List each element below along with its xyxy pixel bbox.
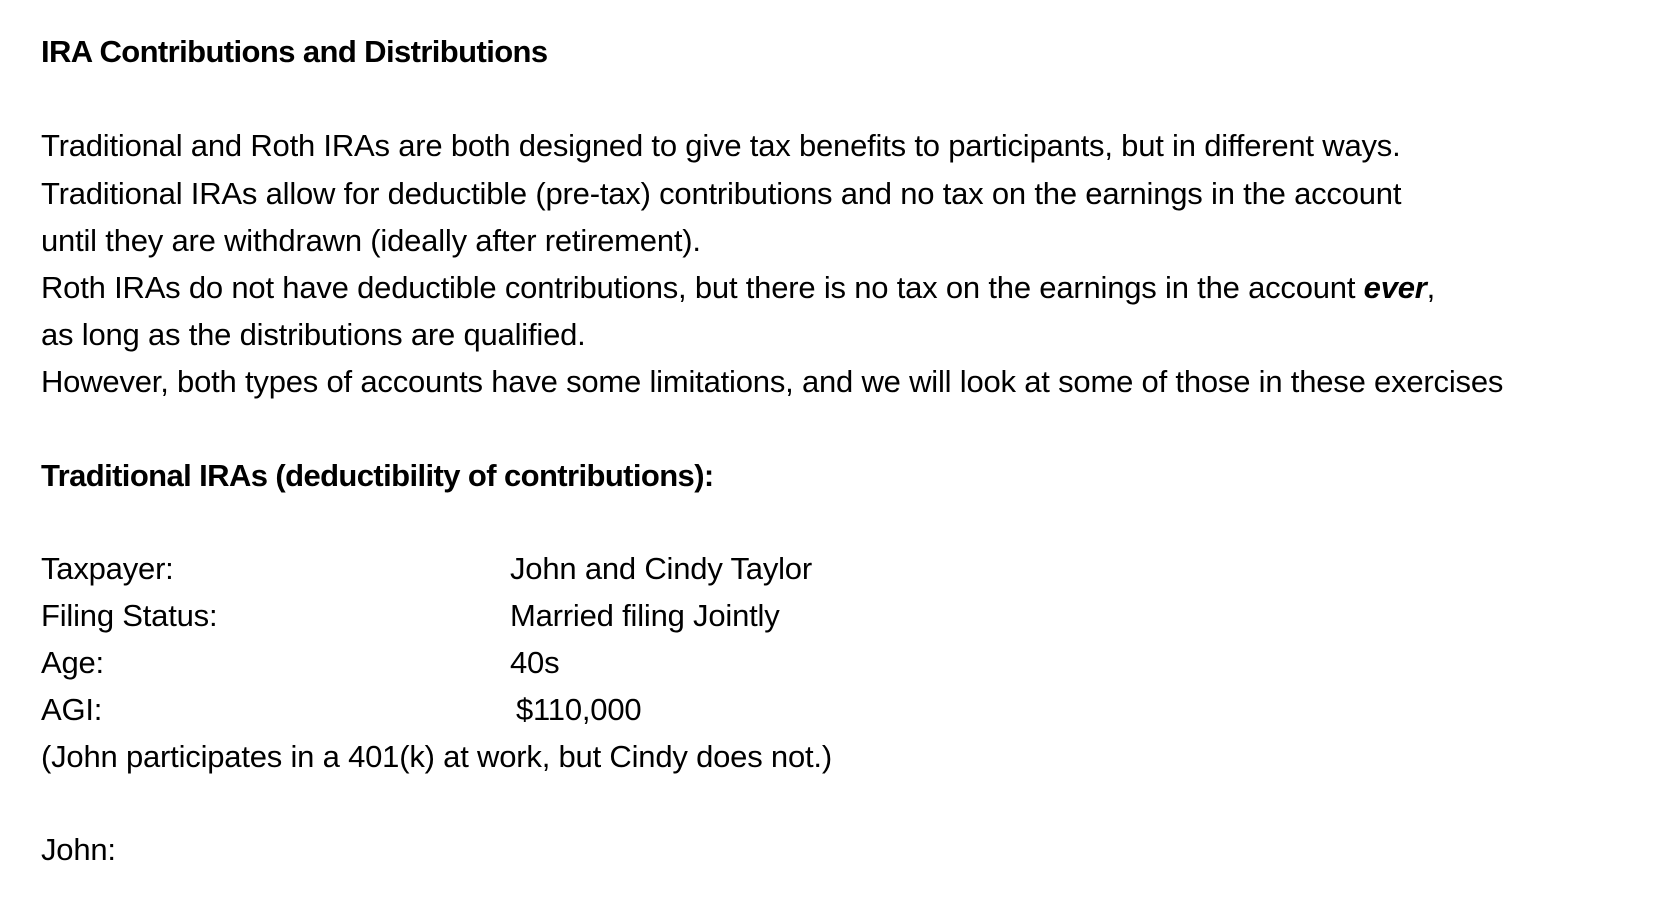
intro-line-4 bbox=[41, 268, 1435, 308]
intro-line-4-start: Roth IRAs do not have deductible contributions, but there is no tax on the earnings in the account bbox=[41, 270, 1364, 305]
intro-line-4-emphasis: ever bbox=[1363, 270, 1427, 305]
agi-label: AGI: bbox=[41, 692, 103, 727]
intro-line-1: Traditional and Roth IRAs are both designed to give tax benefits to participants, but in different ways. bbox=[41, 128, 1401, 163]
taxpayer-value: John and Cindy Taylor bbox=[510, 551, 812, 586]
intro-line-2: Traditional IRAs allow for deductible (pre-tax) contributions and no tax on the earnings in the account bbox=[41, 176, 1402, 211]
taxpayer-label: Taxpayer: bbox=[41, 551, 174, 586]
filing-status-value: Married filing Jointly bbox=[510, 598, 780, 633]
section-heading: Traditional IRAs (deductibility of contributions): bbox=[41, 458, 714, 493]
filing-status-label: Filing Status: bbox=[41, 598, 218, 633]
intro-line-5: as long as the distributions are qualified. bbox=[41, 317, 586, 352]
intro-line-4-end: , bbox=[1426, 270, 1436, 305]
intro-line-3: until they are withdrawn (ideally after retirement). bbox=[41, 223, 701, 258]
document-title: IRA Contributions and Distributions bbox=[41, 34, 548, 69]
next-section-label: John: bbox=[41, 832, 116, 867]
age-label: Age: bbox=[41, 645, 104, 680]
agi-value: $110,000 bbox=[516, 692, 642, 727]
participation-note: (John participates in a 401(k) at work, but Cindy does not.) bbox=[41, 739, 832, 774]
age-value: 40s bbox=[510, 645, 560, 680]
intro-line-6: However, both types of accounts have some limitations, and we will look at some of those in these exercises bbox=[41, 364, 1504, 399]
